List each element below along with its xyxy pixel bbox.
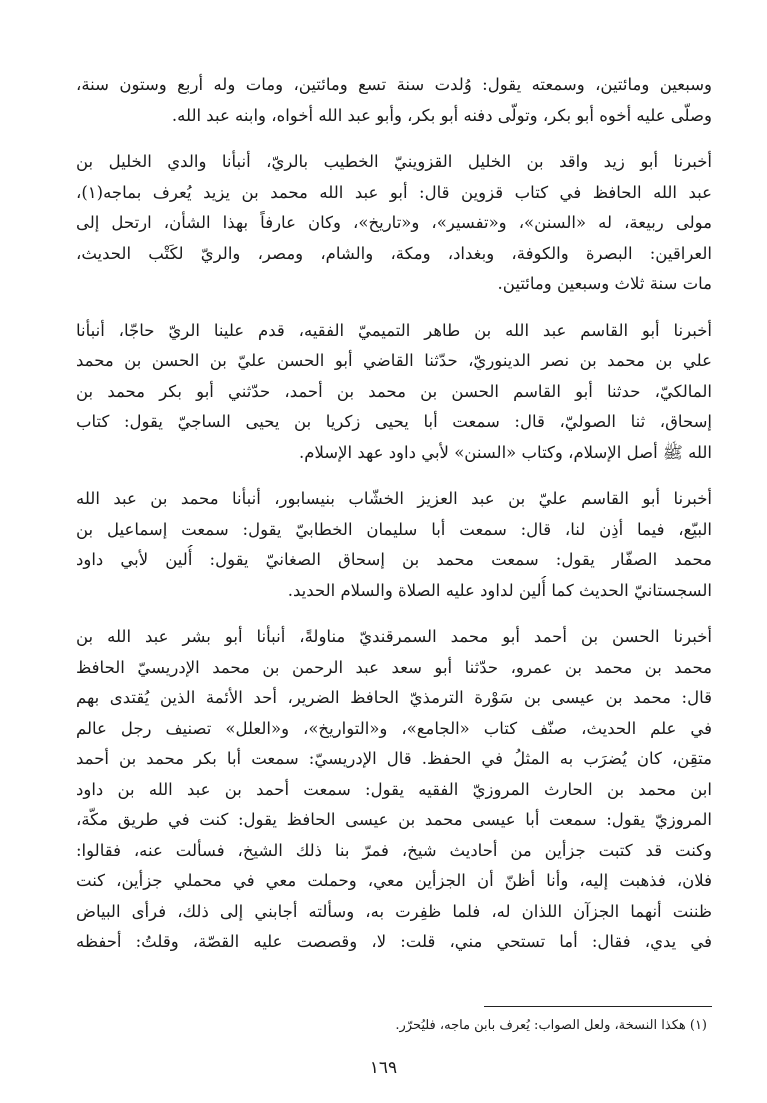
text-line: المالكيّ، حدثنا أبو القاسم الحسن بن محمد بن أحمد، حدّثني أبو بكر محمد بن (76, 381, 712, 401)
page-number: ١٦٩ (369, 1058, 398, 1078)
footnote-divider (484, 1006, 712, 1007)
text-line: أخبرنا أبو القاسم عبد الله بن طاهر التميميّ الفقيه، قدم علينا الريّ حاجّا، أنبأنا (76, 320, 712, 340)
text-line: السجستانيّ الحديث كما أُلين لداود عليه الصلاة والسلام الحديد. (287, 580, 712, 600)
text-line: قال: محمد بن عيسى بن سَوْرة الترمذيّ الحافظ الضرير، أحد الأئمة الذين يُقتدى بهم (76, 688, 712, 707)
footnote: (١) هكذا النسخة، ولعل الصواب: يُعرف بابن ماجه، فليُحرّر. (395, 1018, 707, 1033)
text-line: أخبرنا الحسن بن أحمد أبو محمد السمرقنديّ مناولةً، أنبأنا أبو بشر عبد الله بن (76, 627, 712, 646)
text-line: محمد الصفّار يقول: سمعت محمد بن إسحاق الصغانيّ يقول: أُلين لأبي داود (76, 550, 712, 569)
text-line: عبد الله الحافظ في كتاب قزوين قال: أبو عبد الله محمد بن يزيد يُعرف بماجه(١)، (76, 182, 712, 202)
text-line: في علم الحديث، صنّف كتاب «الجامع»، و«التواريخ»، و«العلل» تصنيف رجل عالم (76, 718, 712, 738)
text-line: ابن محمد بن الحارث المروزيّ الفقيه يقول: سمعت أحمد بن عبد الله بن داود (76, 779, 712, 799)
text-line: مولى ربيعة، له «السنن»، و«تفسير»، و«تاريخ»، وكان عارفاً بهذا الشأن، ارتحل إلى (76, 213, 712, 232)
text-line: في يدي، فقال: أما تستحي مني، قلت: لا، وقصصت عليه القصّة، وقلتُ: أحفظه (76, 932, 712, 951)
page-body (76, 70, 712, 974)
text-line: مات سنة ثلاث وسبعين ومائتين. (497, 274, 712, 293)
text-line: وكنت قد كتبت جزأين من أحاديث شيخ، فمرّ بنا ذلك الشيخ، فسألت عنه، فقالوا: (76, 840, 712, 860)
text-line: متقِن، كان يُضرَب به المثلُ في الحفظ. قال الإدريسيّ: سمعت أبا بكر محمد بن أحمد (76, 749, 712, 768)
text-line: الله ﷺ أصل الإسلام، وكتاب «السنن» لأبي داود عهد الإسلام. (298, 442, 712, 462)
paragraph-4 (76, 484, 712, 606)
text-line: المروزيّ يقول: سمعت أبا عيسى محمد بن عيسى الحافظ يقول: كنت في طريق مكّة، (76, 810, 712, 829)
text-line: ظننت أنهما الجزآن اللذان له، فلما ظفِرت به، وسألته أجابني إلى ذلك، فرأى البياض (76, 901, 712, 921)
text-line: وصلّى عليه أخوه أبو بكر، وتولّى دفنه أبو بكر، وأبو عبد الله أخواه، وابنه عبد الله. (171, 105, 712, 125)
text-line: البيّع، فيما أذِن لنا، قال: سمعت أبا سليمان الخطابيّ يقول: سمعت إسماعيل بن (76, 519, 712, 539)
text-line: إسحاق، ثنا الصوليّ، قال: سمعت أبا يحيى زكريا بن يحيى الساجيّ يقول: كتاب (76, 412, 712, 431)
text-line: العراقين: البصرة والكوفة، وبغداد، ومكة، والشام، ومصر، والريّ لكَتْب الحديث، (76, 243, 712, 263)
paragraph-1 (76, 70, 712, 131)
text-line: أخبرنا أبو زيد واقد بن الخليل القزوينيّ الخطيب بالريّ، أنبأنا والدي الخليل بن (76, 152, 712, 171)
paragraph-3 (76, 316, 712, 469)
paragraph-5 (76, 622, 712, 958)
text-line: محمد بن محمد بن عمرو، حدّثنا أبو سعد عبد الرحمن بن محمد الإدريسيّ الحافظ (76, 657, 712, 677)
text-line: أخبرنا أبو القاسم عليّ بن عبد العزيز الخشّاب بنيسابور، أنبأنا محمد بن عبد الله (76, 489, 712, 508)
text-line: وسبعين ومائتين، وسمعته يقول: وُلدت سنة تسع ومائتين، ومات وله أربع وستون سنة، (76, 75, 712, 94)
paragraph-2 (76, 147, 712, 300)
text-line: علي بن محمد بن نصر الدينوريّ، حدّثنا القاضي أبو الحسن عليّ بن الحسن بن محمد (76, 351, 712, 370)
text-line: فلان، فذهبت إليه، وأنا أظنّ أن الجزأين معي، وحملت معي في محملي جزأين، كنت (76, 871, 712, 890)
